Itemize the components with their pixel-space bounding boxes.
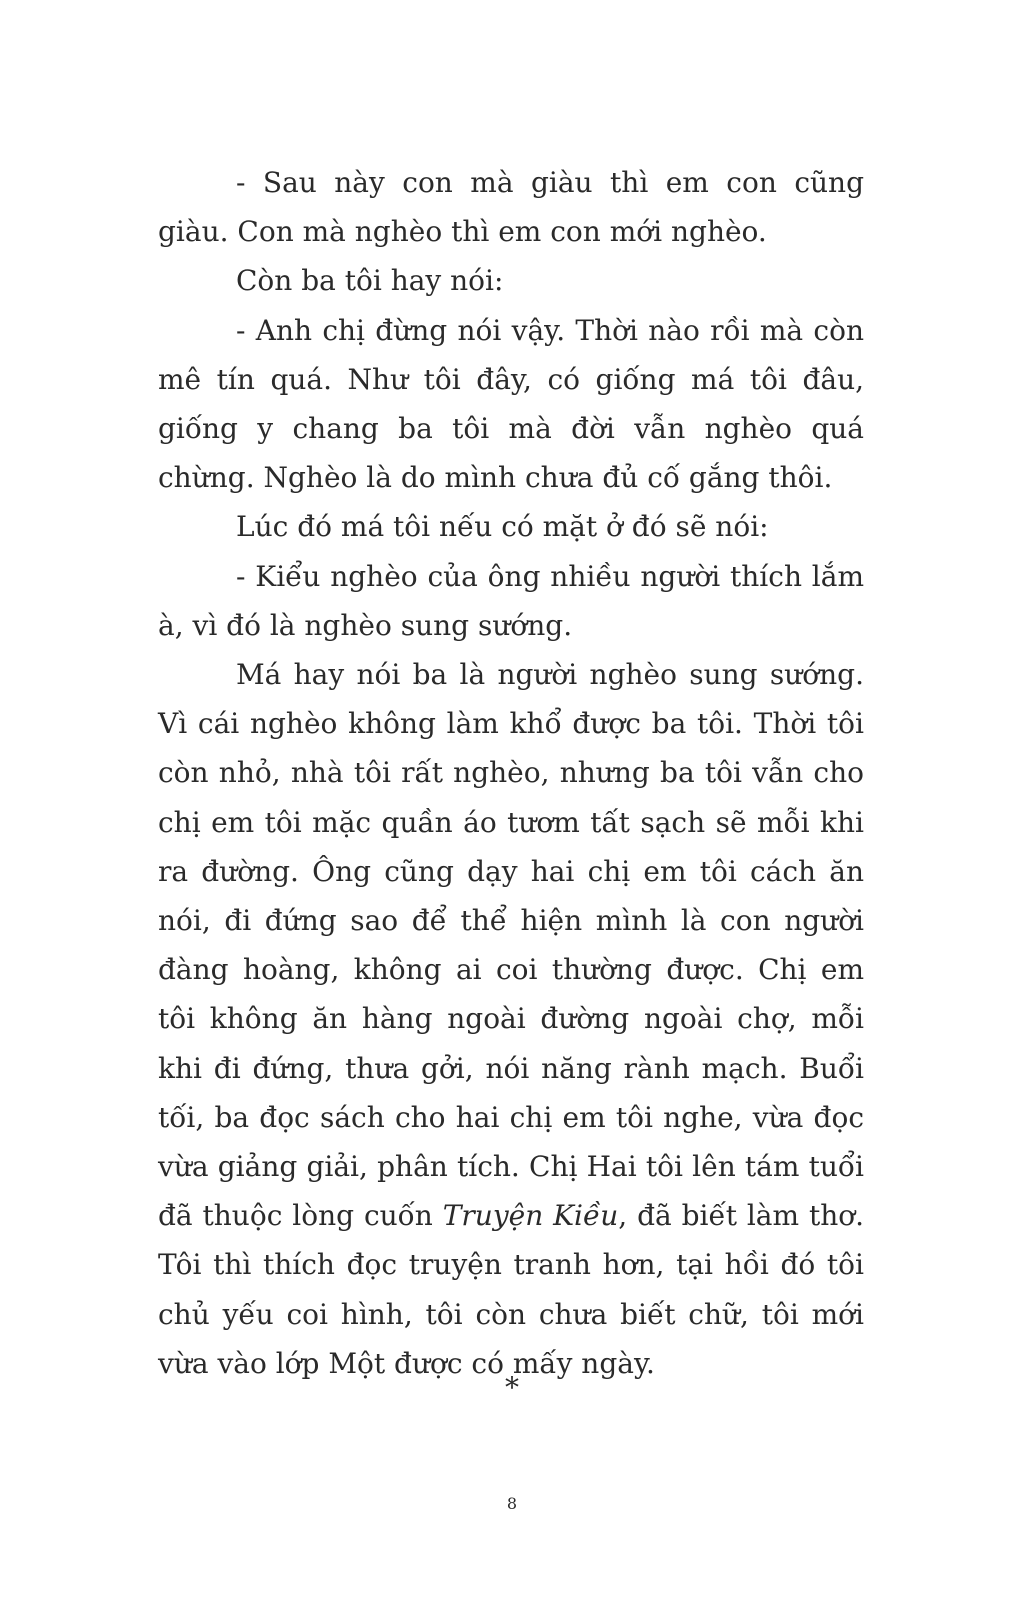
paragraph: - Anh chị đừng nói vậy. Thời nào rồi mà còn mê tín quá. Như tôi đây, có giống má tôi đâu, giống y chang ba tôi mà đời vẫn nghèo quá chừng. Nghèo là do mình chưa đủ cố gắng thôi.: [158, 313, 864, 495]
paragraph: Còn ba tôi hay nói:: [236, 264, 504, 298]
paragraph: - Sau này con mà giàu thì em con cũng giàu. Con mà nghèo thì em con mới nghèo.: [158, 166, 864, 249]
paragraph: Lúc đó má tôi nếu có mặt ở đó sẽ nói:: [236, 510, 769, 544]
body-text: [158, 158, 864, 1388]
paragraph-text: Má hay nói ba là người nghèo sung sướng. Vì cái nghèo không làm khổ được ba tôi. Thời tôi còn nhỏ, nhà tôi rất nghèo, nhưng ba tôi vẫn cho chị em tôi mặc quần áo tươm tất sạch sẽ mỗi khi ra đường. Ông cũng dạy hai chị em tôi cách ăn nói, đi đứng sao để thể hiện mình là con người đàng hoàng, không ai coi thường được. Chị em tôi không ăn hàng ngoài đường ngoài chợ, mỗi khi đi đứng, thưa gởi, nói năng rành mạch. Buổi tối, ba đọc sách cho hai chị em tôi nghe, vừa đọc vừa giảng giải, phân tích. Chị Hai tôi lên tám tuổi đã thuộc lòng cuốn: [158, 658, 864, 1233]
paragraph: - Kiểu nghèo của ông nhiều người thích lắm à, vì đó là nghèo sung sướng.: [158, 559, 864, 642]
paragraph: [158, 650, 864, 1388]
section-divider: *: [505, 1371, 519, 1404]
page-number: 8: [506, 1494, 518, 1513]
book-title: Truyện Kiều: [442, 1199, 619, 1233]
paragraph-text: , đã biết làm thơ. Tôi thì thích đọc truyện tranh hơn, tại hồi đó tôi chủ yếu coi hình, tôi còn chưa biết chữ, tôi mới vừa vào lớp Một được có mấy ngày.: [158, 1199, 864, 1380]
